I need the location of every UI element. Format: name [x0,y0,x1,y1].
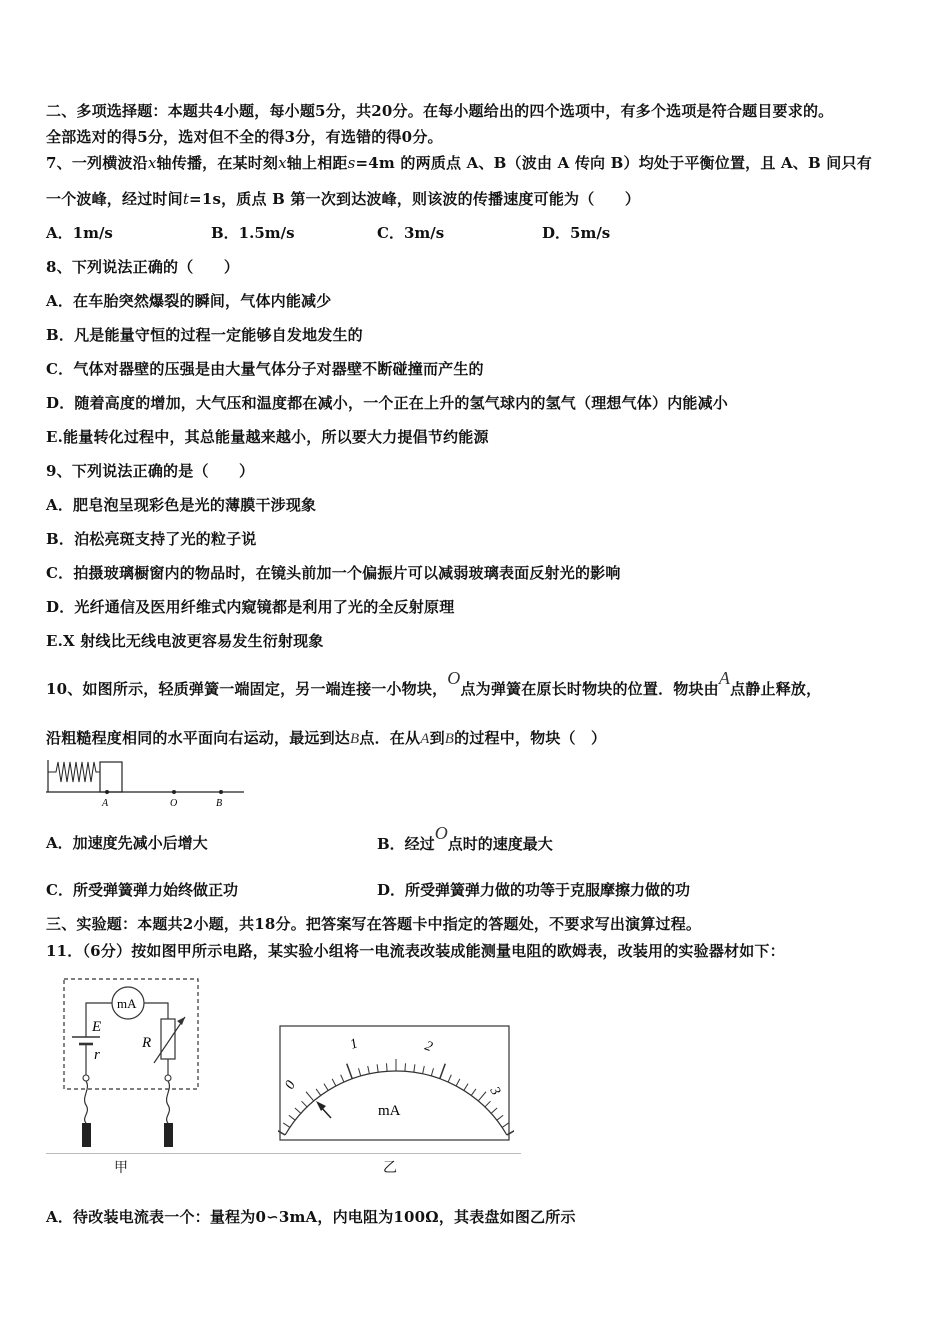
caption-yi: 乙 [383,1160,397,1176]
probe-right-icon [164,1123,173,1147]
q9-option-c: C．拍摄玻璃橱窗内的物品时，在镜头前加一个偏振片可以减弱玻璃表面反射光的影响 [46,564,621,582]
point-a [105,790,109,794]
q7-option-a: A．1m/s [46,224,113,242]
tick-label-2: 2 [422,1038,435,1056]
q8-option-a: A．在车胎突然爆裂的瞬间，气体内能减少 [46,292,332,310]
q7-stem-line1 [46,153,872,173]
q7-var-t: t [182,190,190,208]
q9-option-a: A．肥皂泡呈现彩色是光的薄膜干涉现象 [46,496,317,514]
tick-label-1: 1 [348,1036,360,1053]
label-a: A [102,798,109,809]
section2-line2: 全部选对的得5分，选对但不全的得3分，有选错的得0分。 [46,128,443,146]
q10-text: 到 [429,729,445,747]
q7-var-s: s [347,154,356,172]
point-o [172,790,176,794]
dial-tick [387,1063,388,1071]
q7-text: =4m 的两质点 A、B（波由 A 传向 B）均处于平衡位置，且 A、B 间只有 [355,154,872,172]
q10-symbol-a: A [420,731,430,747]
q10-text: 的过程中，物块（ ） [454,729,607,747]
q11-item-a: A．待改装电流表一个：量程为0∽3mA，内电阻为100Ω，其表盘如图乙所示 [46,1208,576,1226]
q10-text: 沿粗糙程度相同的水平面向右运动，最远到达 [46,729,351,747]
arrow-head-icon [177,1017,185,1025]
q10-text: 10、如图所示，轻质弹簧一端固定，另一端连接一小物块， [46,680,448,698]
section2-line1: 二、多项选择题：本题共4小题，每小题5分，共20分。在每小题给出的四个选项中，有多个选项是符合题目要求的。 [46,102,834,120]
q7-text: 一个波峰，经过时间 [46,190,183,208]
dial-unit: mA [378,1103,401,1119]
label-b: B [216,798,223,809]
q7-text: =1s，质点 B 第一次到达波峰，则该波的传播速度可能为（ ） [189,190,641,208]
q10-option-c: C．所受弹簧弹力始终做正功 [46,881,238,899]
terminal-right [165,1075,171,1081]
point-b [219,790,223,794]
q8-stem: 8、下列说法正确的（ ） [46,258,240,276]
q7-text: 轴上相距 [286,154,348,172]
q10-option-b [377,823,553,854]
q10-symbol-b: B [350,731,360,747]
section3-header: 三、实验题：本题共2小题，共18分。把答案写在答题卡中指定的答题处，不要求写出演算过程。 [46,915,702,933]
q9-option-d: D．光纤通信及医用纤维式内窥镜都是利用了光的全反射原理 [46,598,455,616]
q10-option-d: D．所受弹簧弹力做的功等于克服摩擦力做的功 [377,881,691,899]
dial-tick [405,1063,406,1071]
q10-text: 点静止释放， [730,680,822,698]
spring [48,762,100,782]
q10-stem-line1 [46,668,822,699]
q10-option-a: A．加速度先减小后增大 [46,834,208,852]
rheostat-arrow [154,1017,185,1063]
q7-option-b: B．1.5m/s [211,224,295,242]
q10-symbol-b: B [444,731,455,747]
q10-spring-figure [44,756,249,810]
rheostat-icon [161,1019,175,1059]
dial-frame [280,1026,509,1140]
caption-jia: 甲 [114,1160,128,1176]
probe-left-icon [82,1123,91,1147]
q10-option-b-symbol: O [434,823,448,843]
q7-stem-line2 [46,189,640,209]
q8-option-e: E.能量转化过程中，其总能量越来越小，所以要大力提倡节约能源 [46,428,489,446]
q7-var-x: x [278,154,287,172]
tick-label-0: 0 [282,1078,299,1092]
test-lead-right [167,1081,170,1123]
q9-stem: 9、下列说法正确的是（ ） [46,462,255,480]
meter-label: mA [117,996,137,1011]
q7-option-c: C．3m/s [377,224,445,242]
q7-var-x: x [147,154,157,172]
figure-baseline [46,1153,521,1154]
q10-symbol-o: O [447,668,461,688]
terminal-left [83,1075,89,1081]
q11-meter-dial [278,1024,514,1144]
q7-text: 7、一列横波沿 [46,154,148,172]
q7-option-d: D．5m/s [542,224,611,242]
rheostat-label: R [142,1035,152,1051]
q8-option-c: C．气体对器壁的压强是由大量气体分子对器壁不断碰撞而产生的 [46,360,484,378]
tick-label-3: 3 [486,1084,504,1099]
q9-option-e: E.X 射线比无线电波更容易发生衍射现象 [46,632,324,650]
q10-option-b-text: B．经过 [377,835,435,853]
q7-text: 轴传播，在某时刻 [156,154,279,172]
test-lead-left [85,1081,88,1123]
q10-text: 点．在从 [359,729,421,747]
q9-option-b: B．泊松亮斑支持了光的粒子说 [46,530,257,548]
q10-symbol-a: A [718,668,731,688]
q8-option-b: B．凡是能量守恒的过程一定能够自发地发生的 [46,326,363,344]
q10-stem-line2 [46,728,606,749]
internal-resistance-label: r [94,1047,100,1063]
q10-text: 点为弹簧在原长时物块的位置．物块由 [460,680,719,698]
q10-option-b-text: 点时的速度最大 [447,835,553,853]
block [100,762,122,792]
wire [144,1003,168,1019]
label-o: O [170,798,178,809]
emf-label: E [92,1019,102,1035]
q11-stem: 11．（6分）按如图甲所示电路，某实验小组将一电流表改装成能测量电阻的欧姆表，改装用的实验器材如下： [46,942,785,960]
q8-option-d: D．随着高度的增加，大气压和温度都在减小，一个正在上升的氢气球内的氢气（理想气体）内能减小 [46,394,729,412]
q11-circuit-diagram [58,975,208,1155]
